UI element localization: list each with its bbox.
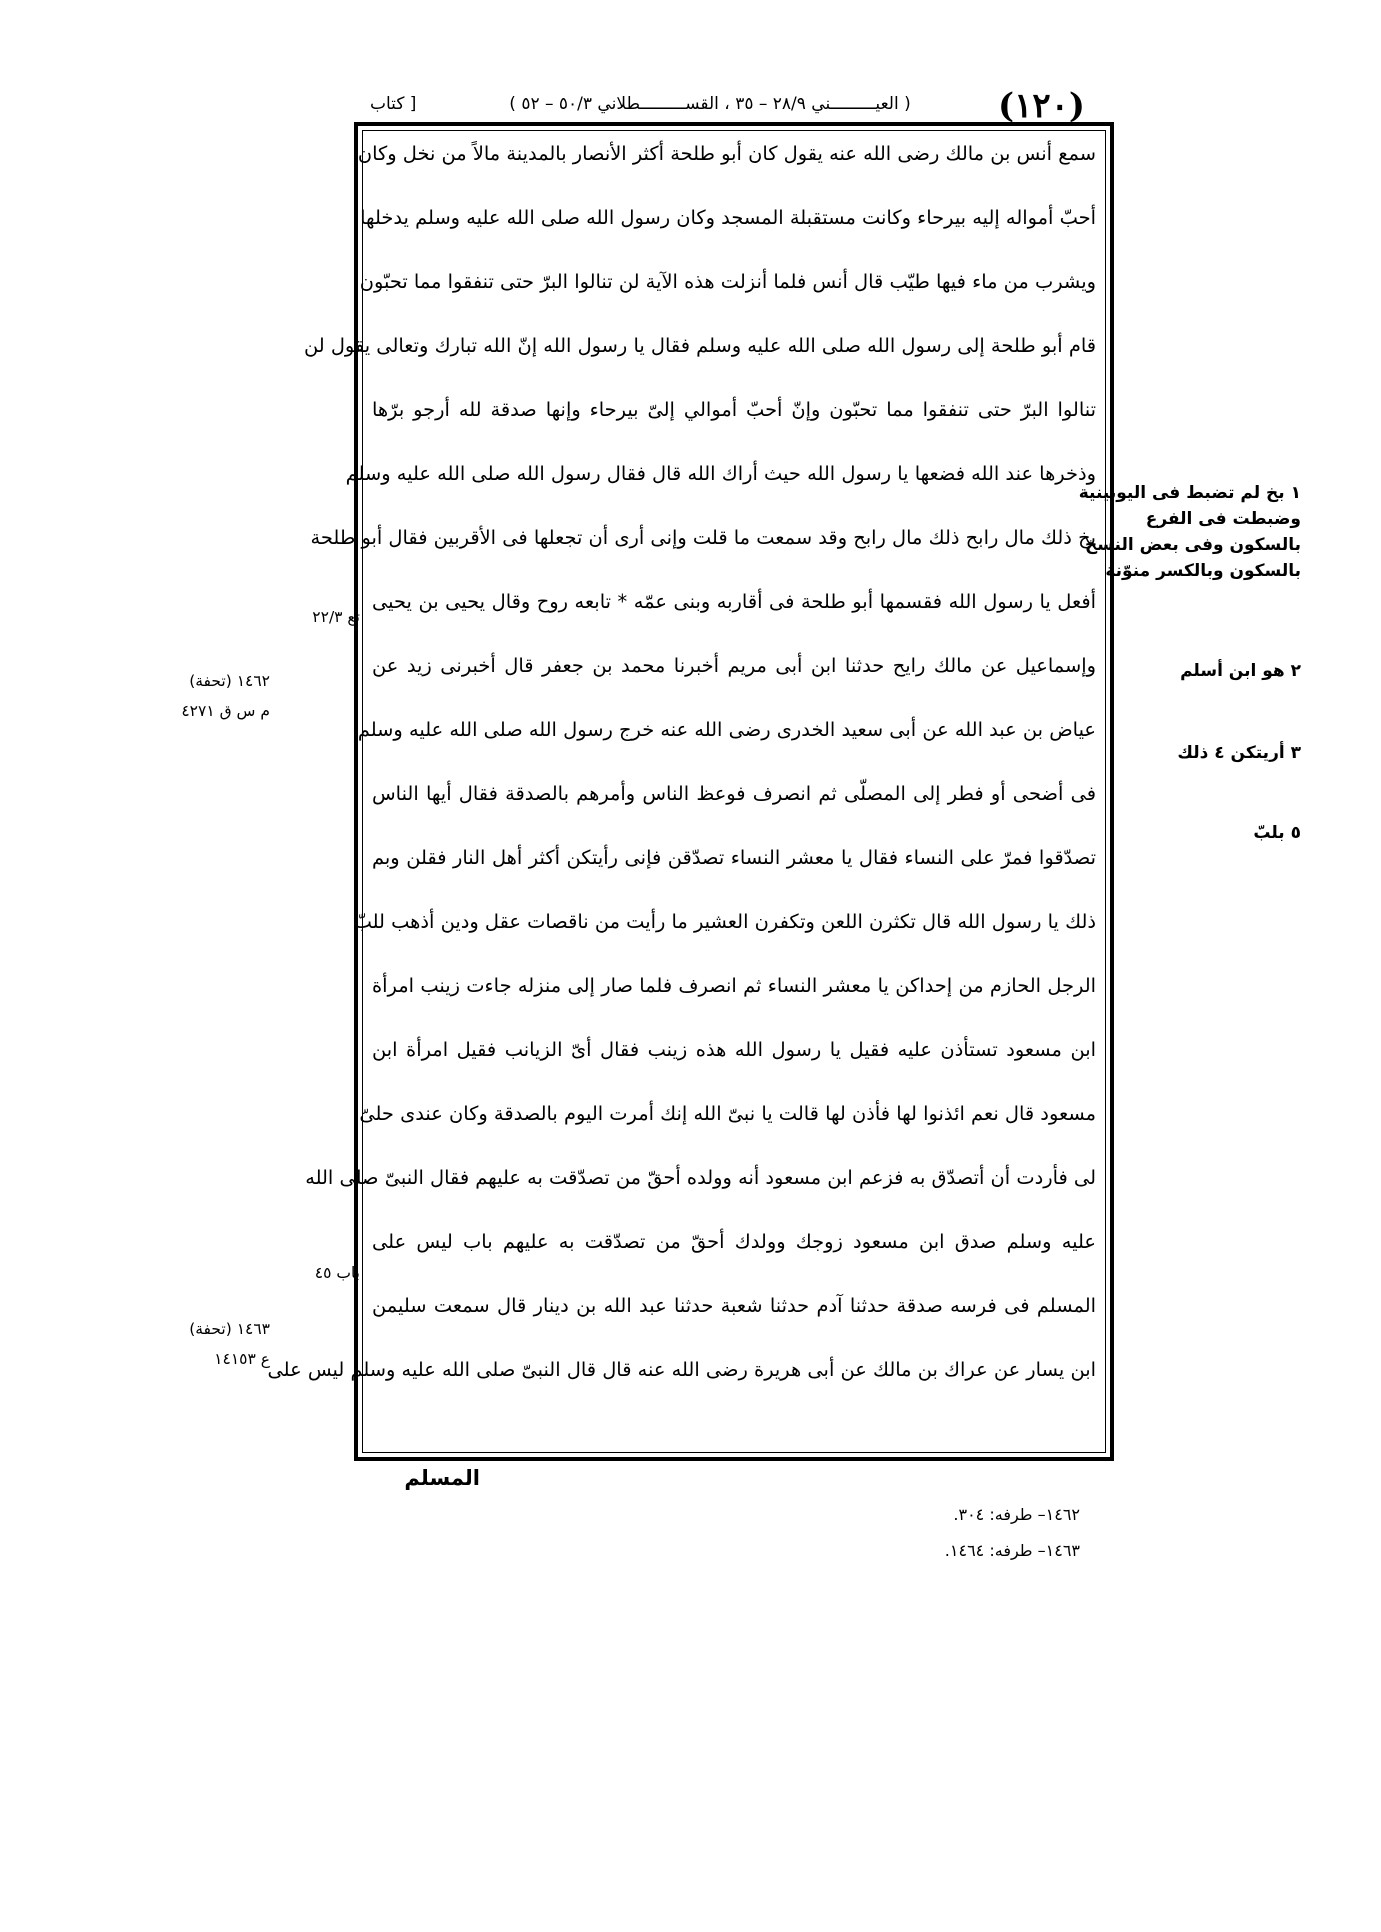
margin-note: بالسكون وبالكسر منوّنة bbox=[1105, 561, 1301, 581]
body-line: المسلم فى فرسه صدقة حدثنا آدم حدثنا شعبة حدثنا عبد الله بن دينار قال سمعت سليمن bbox=[372, 1294, 1096, 1317]
body-line: أفعل يا رسول الله فقسمها أبو طلحة فى أقاربه وبنى عمّه * تابعه روح وقال يحيى بن يحيى bbox=[372, 590, 1096, 613]
header-references: ( العيـــــــــني ٢٨/٩ – ٣٥ ، القســـــــــطلاني ٥٠/٣ – ٥٢ ) bbox=[509, 94, 911, 114]
margin-ref: باب ٤٥ bbox=[314, 1264, 360, 1282]
body-line: عياض بن عبد الله عن أبى سعيد الخدرى رضى الله عنه خرج رسول الله صلى الله عليه وسلم bbox=[357, 718, 1096, 741]
body-line: ويشرب من ماء فيها طيّب قال أنس فلما أنزلت هذه الآية لن تنالوا البرّ حتى تنفقوا مما تحبّون bbox=[359, 270, 1096, 293]
body-line: ابن يسار عن عراك بن مالك عن أبى هريرة رضى الله عنه قال قال النبىّ صلى الله عليه وسلم ليس على bbox=[267, 1358, 1096, 1381]
body-line: أحبّ أمواله إليه بيرحاء وكانت مستقبلة المسجد وكان رسول الله صلى الله عليه وسلم يدخلها bbox=[360, 206, 1096, 229]
margin-note: ٣ أريتكن ٤ ذلك bbox=[1177, 743, 1301, 763]
body-line: وذخرها عند الله فضعها يا رسول الله حيث أراك الله قال فقال رسول الله صلى الله عليه وسلم bbox=[345, 462, 1096, 485]
body-line: فى أضحى أو فطر إلى المصلّى ثم انصرف فوعظ الناس وأمرهم بالصدقة فقال أيها الناس bbox=[372, 782, 1096, 805]
body-line: مسعود قال نعم ائذنوا لها فأذن لها قالت يا نبىّ الله إنك أمرت اليوم بالصدقة وكان عندى حلىّ bbox=[359, 1102, 1096, 1125]
margin-note: ٢ هو ابن أسلم bbox=[1180, 661, 1301, 681]
header-book-title: [ كتاب bbox=[370, 94, 417, 114]
page-number: (١٢٠) bbox=[998, 86, 1085, 126]
body-line: تصدّقوا فمرّ على النساء فقال يا معشر النساء تصدّقن فإنى رأيتكن أكثر أهل النار فقلن وبم bbox=[372, 846, 1096, 869]
catchword: المسلم bbox=[404, 1466, 480, 1490]
margin-note: بالسكون وفى بعض النسخ bbox=[1084, 535, 1301, 555]
body-line: لى فأردت أن أتصدّق به فزعم ابن مسعود أنه وولده أحقّ من تصدّقت به عليهم فقال النبىّ صلى الله bbox=[305, 1166, 1096, 1189]
body-line: بخ ذلك مال رابح ذلك مال رابح وقد سمعت ما قلت وإنى أرى أن تجعلها فى الأقربين فقال أبو طلحة bbox=[310, 526, 1096, 549]
margin-ref: م س ق ٤٢٧١ bbox=[181, 702, 270, 720]
margin-note: ١ بخ لم تضبط فى اليونينية bbox=[1078, 483, 1301, 503]
body-line: تنالوا البرّ حتى تنفقوا مما تحبّون وإنّ أحبّ أموالي إلىّ بيرحاء وإنها صدقة لله أرجو برّها bbox=[372, 398, 1096, 421]
body-line: عليه وسلم صدق ابن مسعود زوجك وولدك أحقّ من تصدّقت به عليهم باب ليس على bbox=[372, 1230, 1096, 1253]
margin-note: وضبطت فى الفرع bbox=[1145, 509, 1301, 529]
footnote: ١٤٦٣– طرفه: ١٤٦٤. bbox=[944, 1541, 1080, 1560]
margin-note: ٥ بلبّ bbox=[1253, 823, 1301, 843]
footnote: ١٤٦٢– طرفه: ٣٠٤. bbox=[953, 1505, 1080, 1524]
body-line: قام أبو طلحة إلى رسول الله صلى الله عليه وسلم فقال يا رسول الله إنّ الله تبارك وتعالى يقول لن bbox=[304, 334, 1096, 357]
body-line: وإسماعيل عن مالك رايح حدثنا ابن أبى مريم أخبرنا محمد بن جعفر قال أخبرنى زيد عن bbox=[372, 654, 1096, 677]
body-line: الرجل الحازم من إحداكن يا معشر النساء ثم انصرف فلما صار إلى منزله جاءت زينب امرأة bbox=[372, 974, 1096, 997]
body-line: ابن مسعود تستأذن عليه فقيل يا رسول الله هذه زينب فقال أىّ الزيانب فقيل امرأة ابن bbox=[372, 1038, 1096, 1061]
margin-ref: ع ١٤١٥٣ bbox=[214, 1350, 270, 1368]
margin-ref: ١٤٦٣ (تحفة) bbox=[189, 1320, 270, 1338]
margin-ref: تع ٢٢/٣ bbox=[312, 608, 360, 626]
body-line: ذلك يا رسول الله قال تكثرن اللعن وتكفرن العشير ما رأيت من ناقصات عقل ودين أذهب للبّ bbox=[353, 910, 1096, 933]
body-line: سمع أنس بن مالك رضى الله عنه يقول كان أبو طلحة أكثر الأنصار بالمدينة مالاً من نخل وكان bbox=[357, 142, 1096, 165]
margin-ref: ١٤٦٢ (تحفة) bbox=[189, 672, 270, 690]
